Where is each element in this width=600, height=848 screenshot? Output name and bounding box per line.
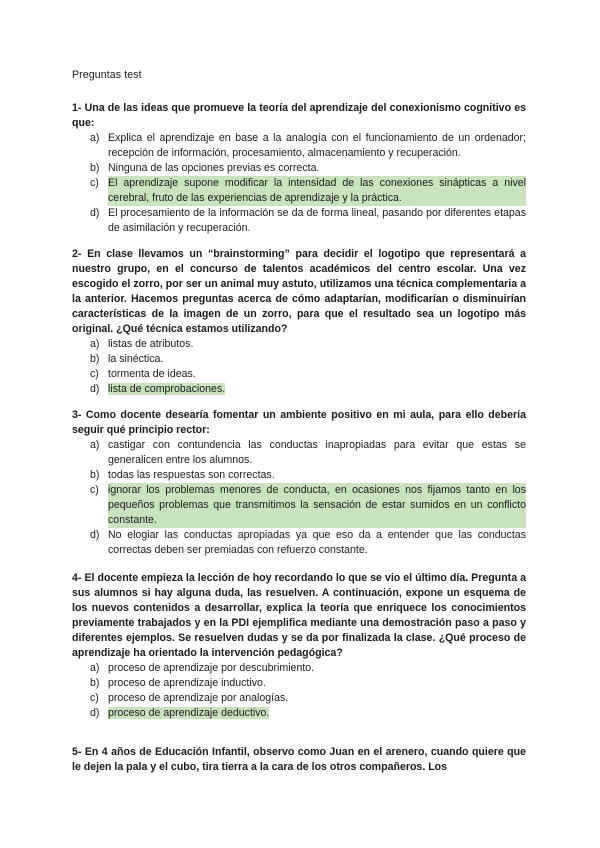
option-text: Ninguna de las opciones previas es correcta. — [108, 162, 320, 174]
option-a — [72, 337, 526, 352]
option-letter: d) — [90, 207, 100, 219]
question-4 — [72, 571, 526, 721]
options-list — [72, 337, 526, 397]
document-title: Preguntas test — [72, 69, 142, 81]
option-d-correct — [72, 382, 526, 397]
option-letter: c) — [90, 368, 99, 380]
option-c-correct — [72, 176, 526, 206]
option-letter: a) — [90, 439, 100, 451]
option-letter: c) — [90, 177, 99, 189]
option-letter: d) — [90, 529, 100, 541]
option-text: la sinéctica. — [108, 353, 164, 365]
options-list — [72, 438, 526, 558]
option-c — [72, 367, 526, 382]
option-letter: b) — [90, 677, 100, 689]
option-c — [72, 691, 526, 706]
option-letter: a) — [90, 338, 100, 350]
question-text: 4- El docente empieza la lección de hoy recordando lo que se vio el último día. Pregunta a sus alumnos si hay alguna duda, las resuelven. A continuación, expone un esquema de los nuevos contenidos a desarrollar, explica la teoría que enriquece los conocimientos previamente trabajados y en la PDI ejemplifica mediante una demostración paso a paso y diferentes ejemplos. Se resuelven dudas y se da por finalizada la clase. ¿Qué proceso de aprendizaje ha orientado la intervención pedagógica? — [72, 572, 526, 659]
option-text: Explica el aprendizaje en base a la analogía con el funcionamiento de un ordenador; recepción de información, procesamiento, almacenamiento y recuperación. — [108, 132, 526, 159]
option-a — [72, 661, 526, 676]
question-1 — [72, 101, 526, 236]
option-text: listas de atributos. — [108, 338, 194, 350]
option-text: todas las respuestas son correctas. — [108, 469, 275, 481]
question-5 — [72, 745, 526, 775]
option-letter: d) — [90, 707, 100, 719]
option-letter: a) — [90, 132, 100, 144]
option-c-correct — [72, 483, 526, 528]
option-text: tormenta de ideas. — [108, 368, 196, 380]
option-letter: b) — [90, 353, 100, 365]
option-letter: c) — [90, 484, 99, 496]
option-text-wrap — [108, 706, 526, 721]
option-text: proceso de aprendizaje inductivo. — [108, 677, 266, 689]
option-b — [72, 468, 526, 483]
option-letter: c) — [90, 692, 99, 704]
question-text: 3- Como docente desearía fomentar un ambiente positivo en mi aula, para ello debería seguir qué principio rector: — [72, 409, 526, 436]
option-text-highlighted: ignorar los problemas menores de conducta, en ocasiones nos fijamos tanto en los pequeños problemas que transmitimos la sensación de estar sumidos en un conflicto constante. — [108, 484, 526, 526]
option-letter: d) — [90, 383, 100, 395]
option-text-highlighted: El aprendizaje supone modificar la intensidad de las conexiones sinápticas a nivel cerebral, fruto de las experiencias de aprendizaje y la práctica. — [108, 177, 526, 204]
option-text: castigar con contundencia las conductas inapropiadas para evitar que estas se generalicen entre los alumnos. — [108, 439, 526, 466]
question-2 — [72, 247, 526, 397]
option-d — [72, 206, 526, 236]
option-text: El procesamiento de la información se da de forma lineal, pasando por diferentes etapas de asimilación y recuperación. — [108, 207, 526, 234]
options-list — [72, 661, 526, 721]
option-d-correct — [72, 706, 526, 721]
option-d — [72, 528, 526, 558]
options-list — [72, 131, 526, 236]
option-text-highlighted: proceso de aprendizaje deductivo. — [108, 707, 270, 719]
option-a — [72, 438, 526, 468]
option-text: proceso de aprendizaje por descubrimiento. — [108, 662, 315, 674]
question-text: 1- Una de las ideas que promueve la teoría del aprendizaje del conexionismo cognitivo es que: — [72, 102, 526, 129]
option-letter: b) — [90, 162, 100, 174]
option-text: No elogiar las conductas apropiadas ya que eso da a entender que las conductas correctas deben ser premiadas con refuerzo constante. — [108, 529, 526, 556]
option-a — [72, 131, 526, 161]
option-b — [72, 676, 526, 691]
option-b — [72, 352, 526, 367]
question-text: 5- En 4 años de Educación Infantil, observo como Juan en el arenero, cuando quiere que le dejen la pala y el cubo, tira tierra a la cara de los otros compañeros. Los — [72, 746, 526, 773]
option-b — [72, 161, 526, 176]
option-letter: a) — [90, 662, 100, 674]
option-letter: b) — [90, 469, 100, 481]
question-text: 2- En clase llevamos un “brainstorming” para decidir el logotipo que representará a nuestro grupo, en el concurso de talentos académicos del centro escolar. Una vez escogido el zorro, por ser un animal muy astuto, utilizamos una técnica complementaria a la anterior. Hacemos preguntas acerca de cómo adaptarían, modificarían o disminuirían características de la imagen de un zorro, para que el resultado sea un logotipo más original. ¿Qué técnica estamos utilizando? — [72, 248, 526, 335]
option-text-wrap — [108, 382, 526, 397]
option-text-highlighted: lista de comprobaciones. — [108, 383, 226, 395]
option-text: proceso de aprendizaje por analogías. — [108, 692, 289, 704]
question-3 — [72, 408, 526, 558]
